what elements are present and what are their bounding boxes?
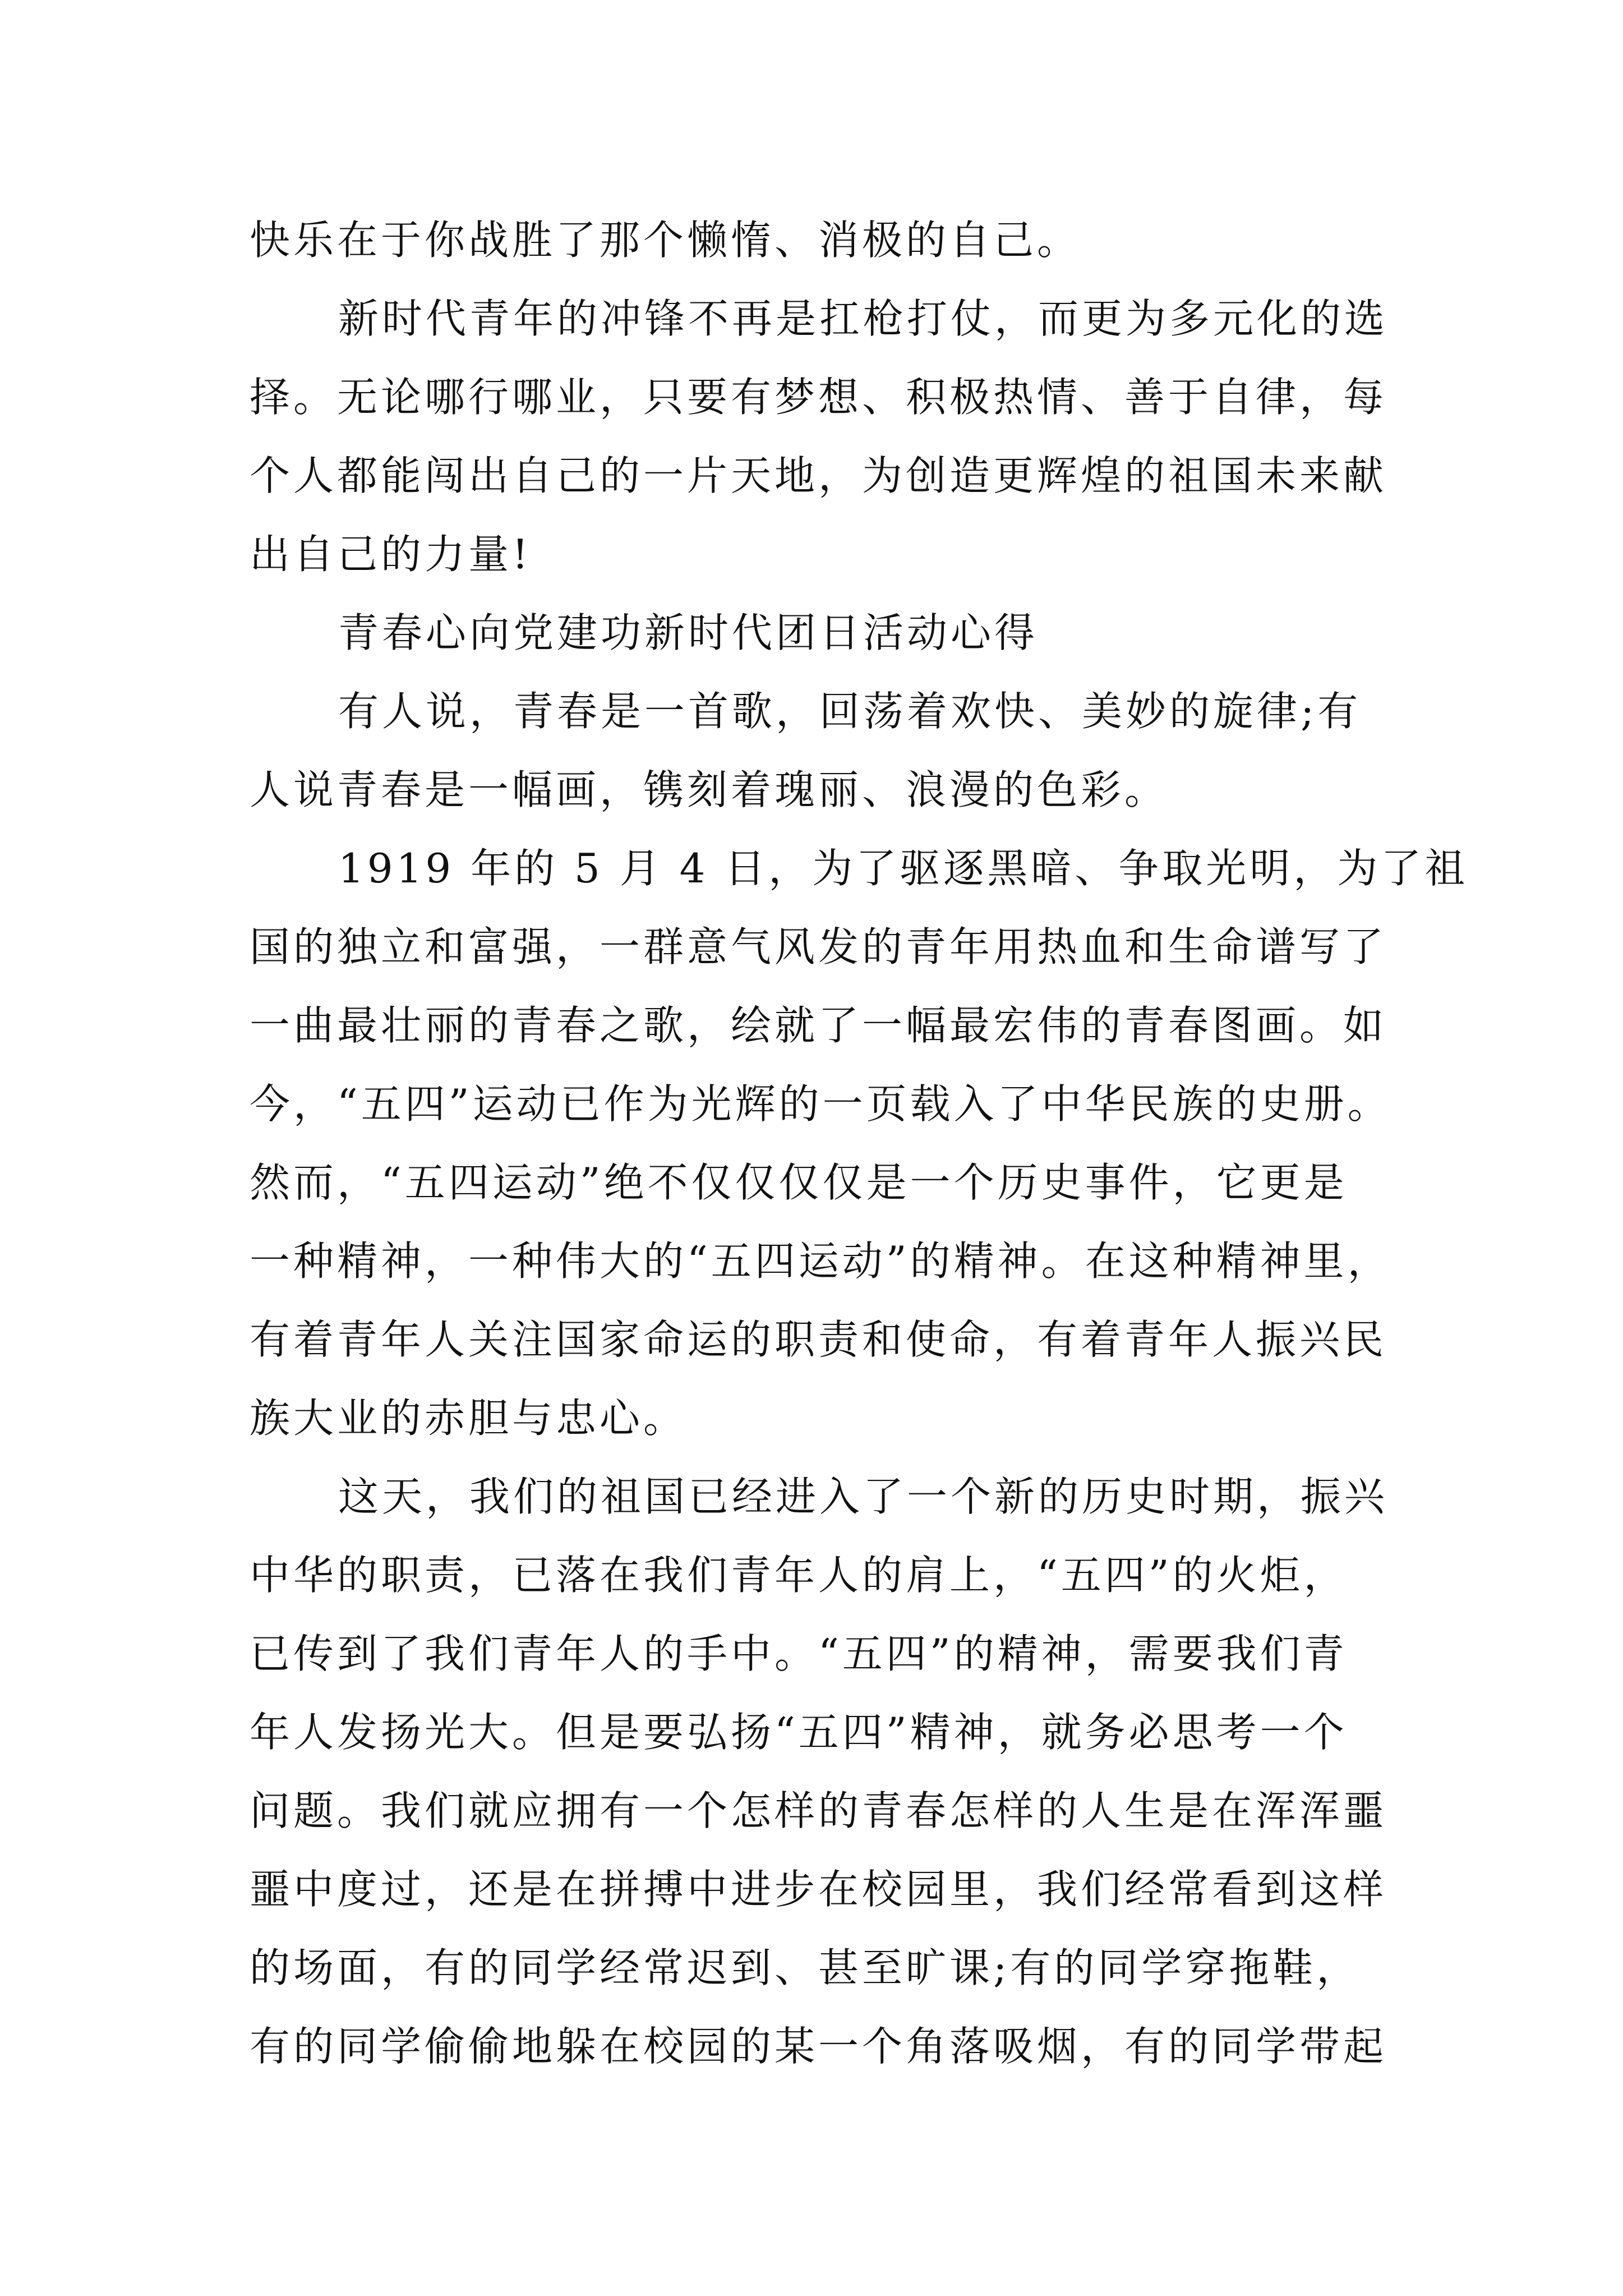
text-line: 已传到了我们青年人的手中。“五四”的精神，需要我们青 — [250, 1630, 1348, 1677]
text-line: 然而，“五四运动”绝不仅仅仅仅是一个历史事件，它更是 — [250, 1159, 1348, 1206]
text-line: 国的独立和富强，一群意气风发的青年用热血和生命谱写了 — [250, 923, 1387, 970]
text-line: 族大业的赤胆与忠心。 — [250, 1395, 688, 1442]
text-line: 一种精神，一种伟大的“五四运动”的精神。在这种精神里， — [250, 1237, 1391, 1285]
text-line: 人说青春是一幅画，镌刻着瑰丽、浪漫的色彩。 — [250, 766, 1169, 813]
text-line: 的场面，有的同学经常迟到、甚至旷课;有的同学穿拖鞋， — [250, 1944, 1361, 1991]
text-line: 个人都能闯出自己的一片天地，为创造更辉煌的祖国未来献 — [250, 452, 1387, 499]
paragraph-start-line: 1919 年的 5 月 4 日，为了驱逐黑暗、争取光明，为了祖 — [338, 845, 1469, 892]
paragraph-start-line: 新时代青年的冲锋不再是扛枪打仗，而更为多元化的选 — [338, 295, 1389, 342]
text-line: 噩中度过，还是在拼搏中进步在校园里，我们经常看到这样 — [250, 1866, 1387, 1913]
text-line: 中华的职责，已落在我们青年人的肩上，“五四”的火炬， — [250, 1552, 1348, 1599]
text-line: 择。无论哪行哪业，只要有梦想、积极热情、善于自律，每 — [250, 374, 1387, 421]
section-title: 青春心向党建功新时代团日活动心得 — [338, 609, 1039, 656]
text-line: 问题。我们就应拥有一个怎样的青春怎样的人生是在浑浑噩 — [250, 1787, 1387, 1834]
paragraph-start-line: 有人说，青春是一首歌，回荡着欢快、美妙的旋律;有 — [338, 688, 1362, 735]
text-line: 今，“五四”运动已作为光辉的一页载入了中华民族的史册。 — [250, 1080, 1391, 1128]
text-line: 快乐在于你战胜了那个懒惰、消极的自己。 — [250, 217, 1081, 264]
text-line: 有着青年人关注国家命运的职责和使命，有着青年人振兴民 — [250, 1316, 1387, 1363]
paragraph-start-line: 这天，我们的祖国已经进入了一个新的历史时期，振兴 — [338, 1473, 1389, 1520]
text-line: 年人发扬光大。但是要弘扬“五四”精神，就务必思考一个 — [250, 1709, 1348, 1756]
text-line: 出自己的力量! — [250, 531, 532, 578]
text-line: 有的同学偷偷地躲在校园的某一个角落吸烟，有的同学带起 — [250, 2023, 1387, 2070]
text-line: 一曲最壮丽的青春之歌，绘就了一幅最宏伟的青春图画。如 — [250, 1002, 1387, 1049]
